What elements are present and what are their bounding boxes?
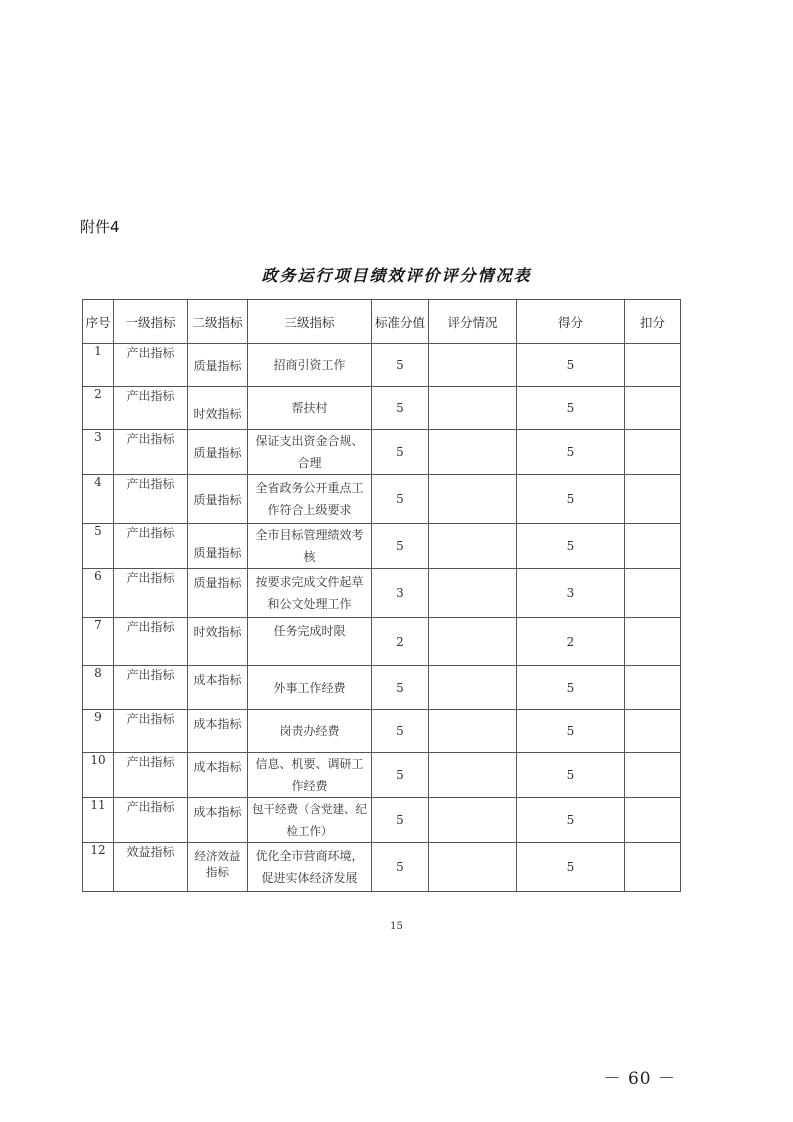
cell-evaluation — [429, 430, 517, 475]
cell-level3: 外事工作经费 — [248, 666, 372, 710]
cell-score: 5 — [517, 753, 625, 798]
header-deduction: 扣分 — [625, 300, 681, 344]
cell-level1: 效益指标 — [114, 843, 188, 892]
cell-level2: 经济效益指标 — [188, 843, 248, 892]
cell-level1: 产出指标 — [114, 710, 188, 753]
table-row — [83, 344, 681, 387]
table-row — [83, 843, 681, 892]
cell-no: 6 — [83, 569, 114, 618]
cell-score: 5 — [517, 710, 625, 753]
table-row — [83, 618, 681, 666]
cell-standard: 5 — [372, 798, 429, 843]
cell-no: 1 — [83, 344, 114, 387]
cell-standard: 5 — [372, 475, 429, 524]
cell-score: 5 — [517, 430, 625, 475]
cell-no: 3 — [83, 430, 114, 475]
header-no: 序号 — [83, 300, 114, 344]
cell-evaluation — [429, 710, 517, 753]
cell-evaluation — [429, 618, 517, 666]
cell-deduction — [625, 430, 681, 475]
cell-score: 5 — [517, 798, 625, 843]
cell-no: 9 — [83, 710, 114, 753]
table-row — [83, 710, 681, 753]
cell-deduction — [625, 753, 681, 798]
cell-standard: 5 — [372, 344, 429, 387]
header-level1: 一级指标 — [114, 300, 188, 344]
header-score: 得分 — [517, 300, 625, 344]
cell-deduction — [625, 843, 681, 892]
cell-level3: 信息、机要、调研工作经费 — [248, 753, 372, 798]
cell-deduction — [625, 524, 681, 569]
cell-level3: 优化全市营商环境，促进实体经济发展 — [248, 843, 372, 892]
cell-standard: 5 — [372, 387, 429, 430]
cell-level3: 帮扶村 — [248, 387, 372, 430]
cell-level2: 时效指标 — [188, 618, 248, 666]
cell-evaluation — [429, 798, 517, 843]
cell-standard: 3 — [372, 569, 429, 618]
header-standard: 标准分值 — [372, 300, 429, 344]
cell-level3: 招商引资工作 — [248, 344, 372, 387]
cell-level3: 保证支出资金合规、合理 — [248, 430, 372, 475]
cell-no: 5 — [83, 524, 114, 569]
cell-evaluation — [429, 843, 517, 892]
cell-level3: 包干经费（含党建、纪检工作） — [248, 798, 372, 843]
cell-no: 10 — [83, 753, 114, 798]
cell-standard: 5 — [372, 710, 429, 753]
cell-evaluation — [429, 753, 517, 798]
cell-standard: 5 — [372, 666, 429, 710]
cell-score: 2 — [517, 618, 625, 666]
cell-level2: 成本指标 — [188, 798, 248, 843]
cell-level3: 按要求完成文件起草和公文处理工作 — [248, 569, 372, 618]
cell-standard: 2 — [372, 618, 429, 666]
table-row — [83, 475, 681, 524]
cell-deduction — [625, 666, 681, 710]
cell-standard: 5 — [372, 524, 429, 569]
cell-no: 11 — [83, 798, 114, 843]
cell-no: 8 — [83, 666, 114, 710]
cell-level3: 全省政务公开重点工作符合上级要求 — [248, 475, 372, 524]
cell-level1: 产出指标 — [114, 475, 188, 524]
header-evaluation: 评分情况 — [429, 300, 517, 344]
cell-level2: 时效指标 — [188, 387, 248, 430]
cell-deduction — [625, 618, 681, 666]
cell-level2: 质量指标 — [188, 569, 248, 618]
cell-level2: 成本指标 — [188, 753, 248, 798]
cell-evaluation — [429, 569, 517, 618]
cell-level2: 质量指标 — [188, 344, 248, 387]
cell-deduction — [625, 344, 681, 387]
table-row — [83, 753, 681, 798]
cell-score: 5 — [517, 387, 625, 430]
cell-level1: 产出指标 — [114, 430, 188, 475]
cell-evaluation — [429, 475, 517, 524]
page-number-bottom: － 60 － — [603, 1069, 676, 1089]
cell-deduction — [625, 798, 681, 843]
table-row — [83, 666, 681, 710]
cell-score: 3 — [517, 569, 625, 618]
header-level2: 二级指标 — [188, 300, 248, 344]
table-row — [83, 524, 681, 569]
cell-no: 4 — [83, 475, 114, 524]
document-title: 政务运行项目绩效评价评分情况表 — [261, 266, 532, 285]
table-row — [83, 798, 681, 843]
cell-level1: 产出指标 — [114, 387, 188, 430]
cell-level1: 产出指标 — [114, 666, 188, 710]
cell-evaluation — [429, 387, 517, 430]
cell-evaluation — [429, 344, 517, 387]
table-header-row — [83, 300, 681, 344]
cell-evaluation — [429, 666, 517, 710]
cell-deduction — [625, 710, 681, 753]
page-number-center: 15 — [390, 921, 403, 932]
cell-level3: 岗责办经费 — [248, 710, 372, 753]
cell-score: 5 — [517, 524, 625, 569]
cell-level2: 质量指标 — [188, 475, 248, 524]
cell-level3: 任务完成时限 — [248, 618, 372, 666]
cell-level1: 产出指标 — [114, 753, 188, 798]
cell-level1: 产出指标 — [114, 569, 188, 618]
cell-level2: 成本指标 — [188, 666, 248, 710]
cell-level1: 产出指标 — [114, 524, 188, 569]
cell-score: 5 — [517, 843, 625, 892]
cell-level3: 全市目标管理绩效考核 — [248, 524, 372, 569]
cell-score: 5 — [517, 666, 625, 710]
cell-standard: 5 — [372, 430, 429, 475]
cell-no: 7 — [83, 618, 114, 666]
table-row — [83, 430, 681, 475]
cell-score: 5 — [517, 344, 625, 387]
cell-level2: 质量指标 — [188, 430, 248, 475]
cell-level1: 产出指标 — [114, 798, 188, 843]
cell-deduction — [625, 569, 681, 618]
cell-evaluation — [429, 524, 517, 569]
cell-deduction — [625, 475, 681, 524]
header-level3: 三级指标 — [248, 300, 372, 344]
cell-level1: 产出指标 — [114, 618, 188, 666]
attachment-label: 附件4 — [80, 218, 120, 236]
cell-deduction — [625, 387, 681, 430]
table-row — [83, 569, 681, 618]
cell-level2: 质量指标 — [188, 524, 248, 569]
cell-standard: 5 — [372, 843, 429, 892]
evaluation-score-table — [82, 299, 681, 892]
cell-no: 12 — [83, 843, 114, 892]
cell-standard: 5 — [372, 753, 429, 798]
cell-level1: 产出指标 — [114, 344, 188, 387]
cell-level2: 成本指标 — [188, 710, 248, 753]
cell-no: 2 — [83, 387, 114, 430]
table-row — [83, 387, 681, 430]
cell-score: 5 — [517, 475, 625, 524]
